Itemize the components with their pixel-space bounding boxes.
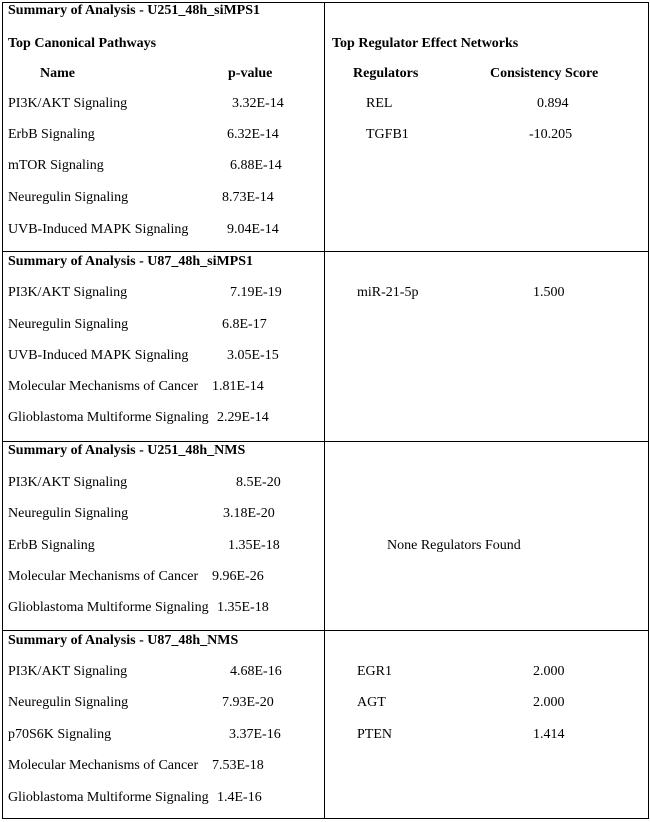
- pathway-pvalue: 7.53E-18: [212, 758, 264, 773]
- pathway-name: Molecular Mechanisms of Cancer: [8, 379, 199, 394]
- section-title: Summary of Analysis - U251_48h_siMPS1: [8, 3, 261, 18]
- regulator-score: 1.414: [533, 727, 565, 742]
- regulator-name: REL: [366, 96, 393, 111]
- pathway-pvalue: 4.68E-16: [230, 664, 282, 679]
- pathway-pvalue: 2.29E-14: [217, 410, 269, 425]
- column-header-consistency-score: Consistency Score: [490, 66, 599, 81]
- pathway-pvalue: 8.73E-14: [222, 190, 274, 205]
- pathway-name: ErbB Signaling: [8, 127, 95, 142]
- pathway-pvalue: 1.35E-18: [228, 538, 280, 553]
- pathway-pvalue: 3.05E-15: [227, 348, 279, 363]
- pathway-pvalue: 7.93E-20: [222, 695, 274, 710]
- regulator-score: 0.894: [537, 96, 569, 111]
- column-header-pvalue: p-value: [228, 66, 273, 81]
- pathway-name: ErbB Signaling: [8, 538, 95, 553]
- regulator-name: TGFB1: [366, 127, 409, 142]
- pathway-name: UVB-Induced MAPK Signaling: [8, 222, 189, 237]
- pathway-name: PI3K/AKT Signaling: [8, 475, 128, 490]
- table-border-bottom: [2, 818, 649, 819]
- pathway-pvalue: 6.88E-14: [230, 158, 282, 173]
- pathway-name: p70S6K Signaling: [8, 727, 112, 742]
- section-divider: [2, 630, 649, 631]
- pathway-pvalue: 6.32E-14: [227, 127, 279, 142]
- regulator-name: EGR1: [357, 664, 392, 679]
- column-divider: [324, 2, 325, 819]
- pathway-name: Neuregulin Signaling: [8, 317, 129, 332]
- none-regulators-message: None Regulators Found: [387, 538, 521, 553]
- pathway-pvalue: 1.35E-18: [217, 600, 269, 615]
- section-divider: [2, 251, 649, 252]
- pathway-pvalue: 6.8E-17: [222, 317, 267, 332]
- table-border-right: [648, 2, 649, 819]
- regulators-heading: Top Regulator Effect Networks: [332, 36, 519, 51]
- pathway-pvalue: 9.04E-14: [227, 222, 279, 237]
- regulator-score: 2.000: [533, 664, 565, 679]
- pathway-name: PI3K/AKT Signaling: [8, 285, 128, 300]
- section-title: Summary of Analysis - U87_48h_NMS: [8, 633, 239, 648]
- pathway-pvalue: 7.19E-19: [230, 285, 282, 300]
- pathway-pvalue: 3.32E-14: [232, 96, 284, 111]
- table-border-left: [2, 2, 3, 819]
- regulator-name: PTEN: [357, 727, 392, 742]
- column-header-regulators: Regulators: [353, 66, 419, 81]
- pathway-pvalue: 9.96E-26: [212, 569, 264, 584]
- section-title: Summary of Analysis - U251_48h_NMS: [8, 443, 246, 458]
- pathway-name: PI3K/AKT Signaling: [8, 664, 128, 679]
- pathway-pvalue: 1.81E-14: [212, 379, 264, 394]
- regulator-name: miR-21-5p: [357, 285, 419, 300]
- pathways-heading: Top Canonical Pathways: [8, 36, 157, 51]
- pathway-name: Molecular Mechanisms of Cancer: [8, 569, 199, 584]
- regulator-score: 2.000: [533, 695, 565, 710]
- pathway-pvalue: 1.4E-16: [217, 790, 262, 805]
- pathway-name: mTOR Signaling: [8, 158, 104, 173]
- pathway-pvalue: 3.37E-16: [229, 727, 281, 742]
- pathway-name: Molecular Mechanisms of Cancer: [8, 758, 199, 773]
- pathway-name: PI3K/AKT Signaling: [8, 96, 128, 111]
- pathway-name: UVB-Induced MAPK Signaling: [8, 348, 189, 363]
- regulator-score: 1.500: [533, 285, 565, 300]
- section-title: Summary of Analysis - U87_48h_siMPS1: [8, 254, 254, 269]
- pathway-name: Neuregulin Signaling: [8, 190, 129, 205]
- regulator-score: -10.205: [529, 127, 573, 142]
- pathway-name: Glioblastoma Multiforme Signaling: [8, 410, 209, 425]
- pathway-name: Glioblastoma Multiforme Signaling: [8, 600, 209, 615]
- pathway-pvalue: 8.5E-20: [236, 475, 281, 490]
- column-header-name: Name: [40, 66, 75, 81]
- pathway-name: Neuregulin Signaling: [8, 695, 129, 710]
- pathway-pvalue: 3.18E-20: [223, 506, 275, 521]
- pathway-name: Neuregulin Signaling: [8, 506, 129, 521]
- pathway-name: Glioblastoma Multiforme Signaling: [8, 790, 209, 805]
- section-divider: [2, 441, 649, 442]
- regulator-name: AGT: [357, 695, 386, 710]
